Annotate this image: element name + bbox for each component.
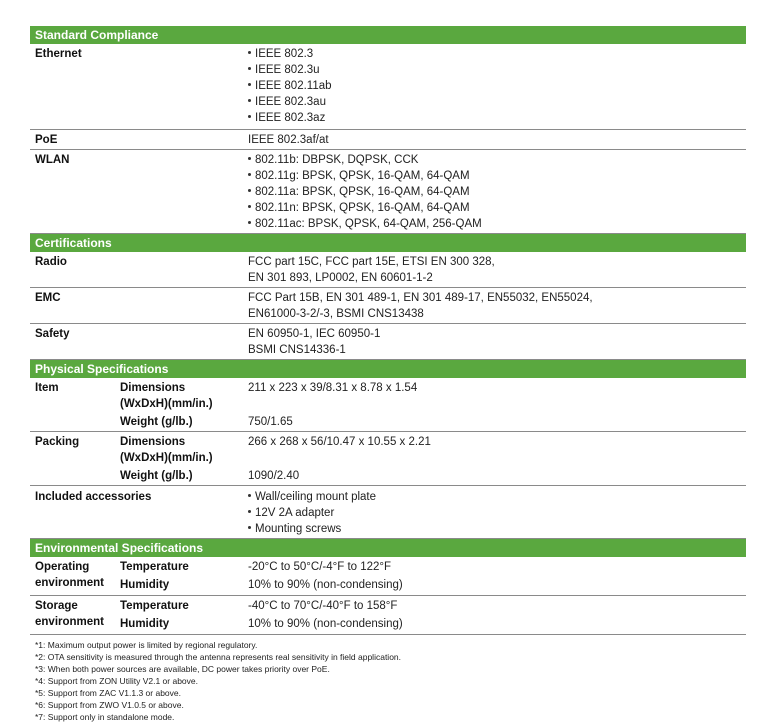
poe-label: PoE xyxy=(35,134,58,146)
list-item: IEEE 802.3az xyxy=(248,110,325,126)
list-item: 802.11g: BPSK, QPSK, 16-QAM, 64-QAM xyxy=(248,168,470,184)
packing-weight-value: 1090/2.40 xyxy=(248,470,300,482)
spec-sheet xyxy=(30,26,746,725)
safety-value-line: BSMI CNS14336-1 xyxy=(248,344,346,356)
bullet-icon xyxy=(248,494,251,497)
dimensions-unit-label: (WxDxH)(mm/in.) xyxy=(120,398,213,410)
row-included-accessories xyxy=(30,486,746,539)
operating-environment-label: environment xyxy=(35,577,105,589)
row-item xyxy=(30,378,746,432)
list-item: 12V 2A adapter xyxy=(248,505,334,521)
bullet-icon xyxy=(248,205,251,208)
footnote: *4: Support from ZON Utility V2.1 or above. xyxy=(35,676,198,686)
list-item: 802.11b: DBPSK, DQPSK, CCK xyxy=(248,152,418,168)
section-header-certifications: Certifications xyxy=(30,234,746,252)
list-item: 802.11a: BPSK, QPSK, 16-QAM, 64-QAM xyxy=(248,184,470,200)
operating-label: Operating xyxy=(35,561,90,573)
bullet-icon xyxy=(248,67,251,70)
packing-dimensions-value: 266 x 268 x 56/10.47 x 10.55 x 2.21 xyxy=(248,436,431,448)
footnote: *7: Support only in standalone mode. xyxy=(35,712,175,722)
ethernet-label: Ethernet xyxy=(35,48,82,60)
radio-value-line: FCC part 15C, FCC part 15E, ETSI EN 300 328, xyxy=(248,256,495,268)
row-emc xyxy=(30,288,746,324)
footnotes xyxy=(30,635,746,725)
list-item: Wall/ceiling mount plate xyxy=(248,489,376,505)
packing-label: Packing xyxy=(35,436,80,448)
storage-label: Storage xyxy=(35,600,78,612)
dimensions-label: Dimensions xyxy=(120,436,186,448)
temperature-label: Temperature xyxy=(120,561,189,573)
list-item: Mounting screws xyxy=(248,521,341,537)
emc-value-line: FCC Part 15B, EN 301 489-1, EN 301 489-17, EN55032, EN55024, xyxy=(248,292,593,304)
bullet-icon xyxy=(248,157,251,160)
list-item: 802.11ac: BPSK, QPSK, 64-QAM, 256-QAM xyxy=(248,216,482,232)
item-weight-value: 750/1.65 xyxy=(248,416,293,428)
row-wlan xyxy=(30,150,746,234)
row-packing xyxy=(30,432,746,486)
emc-label: EMC xyxy=(35,292,61,304)
safety-value-line: EN 60950-1, IEC 60950-1 xyxy=(248,328,381,340)
storage-environment-label: environment xyxy=(35,616,105,628)
list-item: IEEE 802.3au xyxy=(248,94,326,110)
bullet-icon xyxy=(248,526,251,529)
accessories-label: Included accessories xyxy=(35,491,152,503)
bullet-icon xyxy=(248,173,251,176)
item-label: Item xyxy=(35,382,59,394)
poe-value: IEEE 802.3af/at xyxy=(248,134,329,146)
row-radio xyxy=(30,252,746,288)
footnote: *1: Maximum output power is limited by regional regulatory. xyxy=(35,640,258,650)
row-safety xyxy=(30,324,746,360)
dimensions-label: Dimensions xyxy=(120,382,186,394)
radio-value-line: EN 301 893, LP0002, EN 60601-1-2 xyxy=(248,272,433,284)
item-dimensions-value: 211 x 223 x 39/8.31 x 8.78 x 1.54 xyxy=(248,382,418,394)
list-item: 802.11n: BPSK, QPSK, 16-QAM, 64-QAM xyxy=(248,200,470,216)
dimensions-unit-label: (WxDxH)(mm/in.) xyxy=(120,452,213,464)
row-poe xyxy=(30,130,746,150)
section-header-physical-specifications: Physical Specifications xyxy=(30,360,746,378)
footnote: *6: Support from ZWO V1.0.5 or above. xyxy=(35,700,184,710)
storage-temperature-value: -40°C to 70°C/-40°F to 158°F xyxy=(248,600,398,612)
row-ethernet xyxy=(30,44,746,130)
section-header-environmental-specifications: Environmental Specifications xyxy=(30,539,746,557)
bullet-icon xyxy=(248,221,251,224)
wlan-label: WLAN xyxy=(35,154,70,166)
temperature-label: Temperature xyxy=(120,600,189,612)
section-header-standard-compliance: Standard Compliance xyxy=(30,26,746,44)
list-item: IEEE 802.11ab xyxy=(248,78,332,94)
footnote: *3: When both power sources are available, DC power takes priority over PoE. xyxy=(35,664,330,674)
footnote: *5: Support from ZAC V1.1.3 or above. xyxy=(35,688,181,698)
storage-humidity-value: 10% to 90% (non-condensing) xyxy=(248,618,403,630)
bullet-icon xyxy=(248,99,251,102)
operating-humidity-value: 10% to 90% (non-condensing) xyxy=(248,579,403,591)
radio-label: Radio xyxy=(35,256,67,268)
weight-label: Weight (g/lb.) xyxy=(120,416,193,428)
safety-label: Safety xyxy=(35,328,70,340)
row-storage-environment xyxy=(30,596,746,635)
weight-label: Weight (g/lb.) xyxy=(120,470,193,482)
footnote: *2: OTA sensitivity is measured through the antenna represents real sensitivity in field application. xyxy=(35,652,402,662)
row-operating-environment xyxy=(30,557,746,596)
emc-value-line: EN61000-3-2/-3, BSMI CNS13438 xyxy=(248,308,424,320)
humidity-label: Humidity xyxy=(120,579,170,591)
bullet-icon xyxy=(248,51,251,54)
list-item: IEEE 802.3u xyxy=(248,62,320,78)
bullet-icon xyxy=(248,189,251,192)
list-item: IEEE 802.3 xyxy=(248,46,313,62)
bullet-icon xyxy=(248,115,251,118)
bullet-icon xyxy=(248,510,251,513)
humidity-label: Humidity xyxy=(120,618,170,630)
operating-temperature-value: -20°C to 50°C/-4°F to 122°F xyxy=(248,561,392,573)
bullet-icon xyxy=(248,83,251,86)
